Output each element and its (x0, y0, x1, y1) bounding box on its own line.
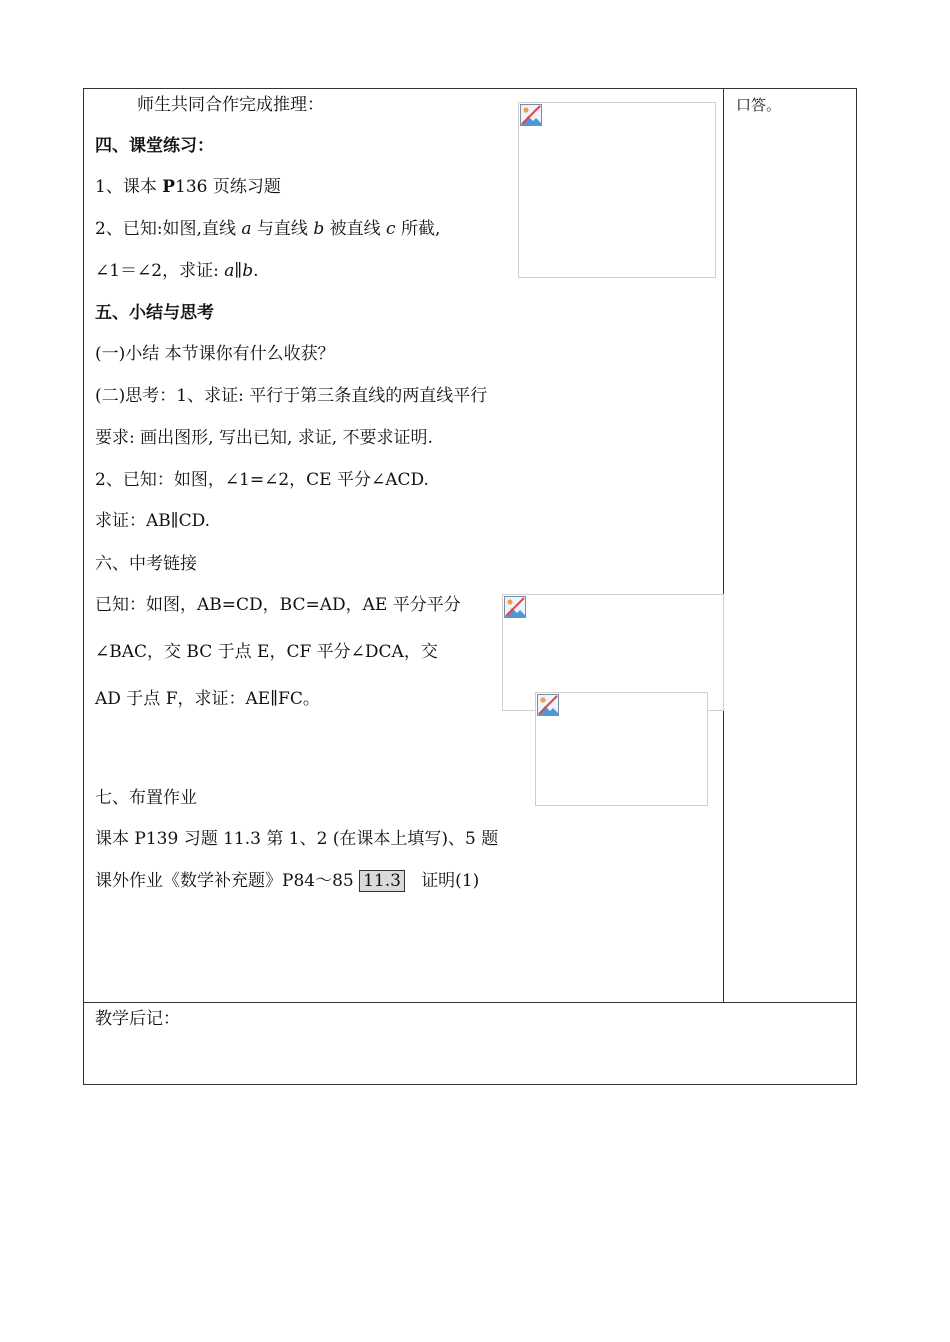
right-note: 口答。 (736, 96, 782, 114)
section-7-heading: 七、布置作业 (95, 788, 197, 808)
problem-2-text: 2、已知：如图，∠1=∠2，CE 平分∠ACD. (95, 470, 429, 490)
exercise-2-prove: ∠1＝∠2，求证: a∥b. (95, 261, 259, 281)
section-5-heading: 五、小结与思考 (95, 303, 214, 323)
link-line-3: AD 于点 F，求证：AE∥FC。 (95, 689, 320, 709)
think-text: (二)思考：1、求证: 平行于第三条直线的两直线平行 (95, 386, 488, 406)
column-divider (723, 88, 724, 1003)
figure-placeholder-3 (535, 692, 708, 806)
link-line-1: 已知：如图，AB=CD，BC=AD，AE 平分平分 (95, 595, 461, 615)
summary-text: (一)小结 本节课你有什么收获？ (95, 344, 335, 364)
footer-label: 教学后记： (95, 1009, 180, 1029)
broken-image-icon (504, 596, 526, 618)
homework-1: 课本 P139 习题 11.3 第 1、2 (在课本上填写)、5 题 (95, 829, 499, 849)
section-4-heading: 四、课堂练习： (95, 136, 214, 156)
homework-2: 课外作业《数学补充题》P84～85 11.3 证明(1) (95, 871, 480, 891)
prove-text: 求证：AB∥CD. (95, 511, 211, 531)
highlight-box: 11.3 (359, 870, 405, 892)
exercise-2: 2、已知:如图,直线 a 与直线 b 被直线 c 所截, (95, 219, 441, 239)
requirement-text: 要求: 画出图形, 写出已知, 求证, 不要求证明. (95, 428, 433, 448)
exercise-1: 1、课本 P136 页练习题 (95, 177, 281, 197)
intro-text: 师生共同合作完成推理： (137, 95, 324, 115)
figure-placeholder-1 (518, 102, 716, 278)
row-divider (83, 1002, 857, 1003)
section-6-heading: 六、中考链接 (95, 554, 197, 574)
link-line-2: ∠BAC，交 BC 于点 E，CF 平分∠DCA，交 (95, 642, 438, 662)
broken-image-icon (537, 694, 559, 716)
broken-image-icon (520, 104, 542, 126)
